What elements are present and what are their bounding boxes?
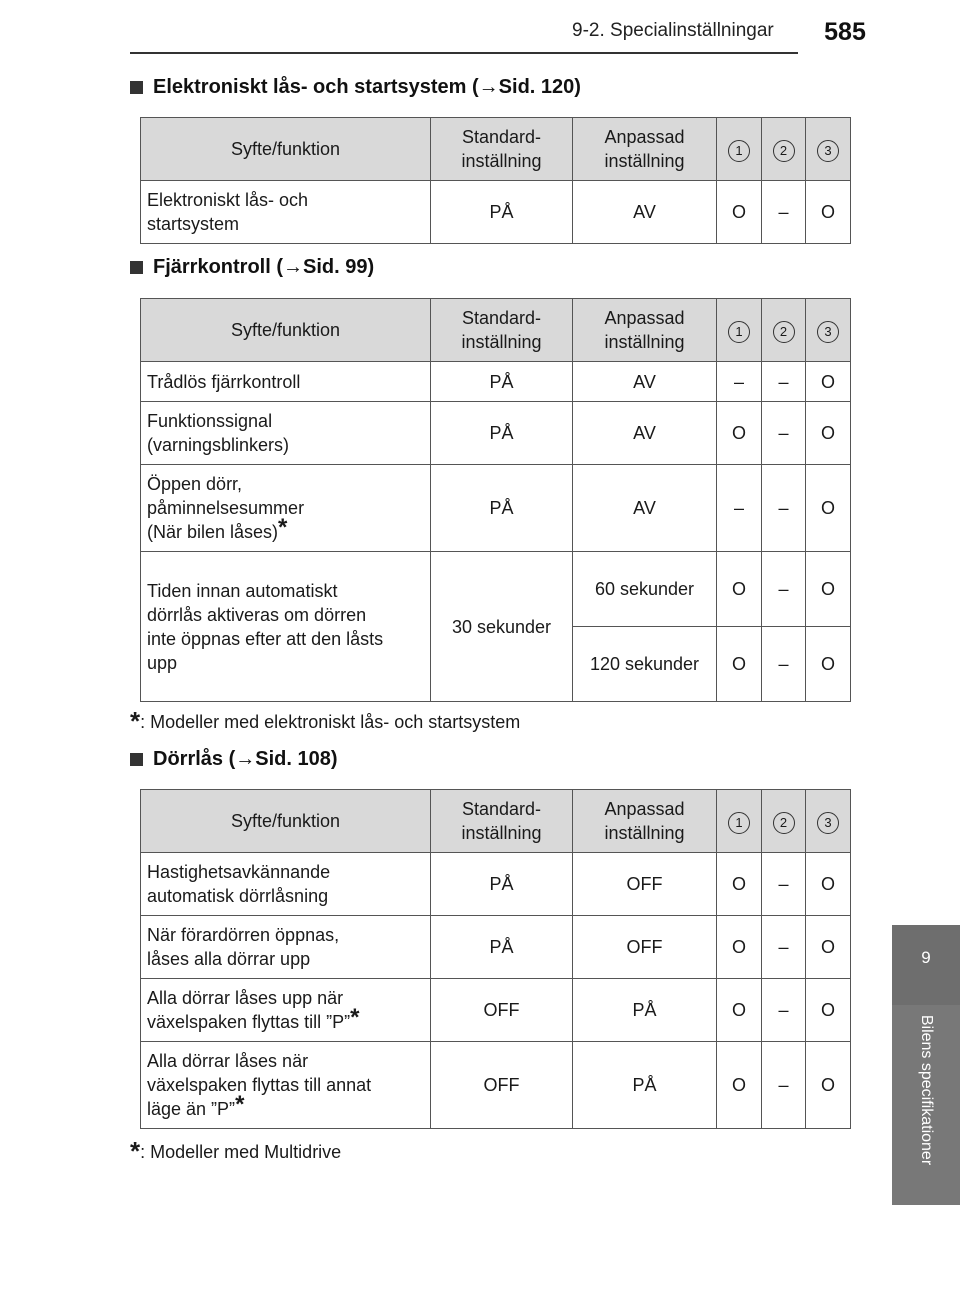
- circled-3-icon: 3: [817, 140, 839, 162]
- custom-cell: PÅ: [573, 979, 717, 1042]
- default-cell: 30 sekunder: [431, 552, 573, 702]
- purpose-header: Syfte/funktion: [141, 118, 431, 181]
- square-bullet-icon: [130, 81, 143, 94]
- footnote: *: Modeller med elektroniskt lås- och startsystem: [130, 706, 521, 736]
- square-bullet-icon: [130, 753, 143, 766]
- col2-cell: –: [762, 1042, 806, 1129]
- footnote-star: *: [278, 514, 288, 541]
- table-row: [141, 1042, 851, 1129]
- col2-cell: –: [762, 853, 806, 916]
- purpose-cell: Alla dörrar låses när växelspaken flyttas till annat läge än ”P”*: [141, 1042, 431, 1129]
- col1-cell: O: [717, 627, 762, 702]
- footnote-star: *: [130, 1136, 141, 1166]
- custom-cell: 120 sekunder: [573, 627, 717, 702]
- custom-header: Anpassad inställning: [573, 790, 717, 853]
- col1-cell: O: [717, 853, 762, 916]
- page-number: 585: [824, 18, 866, 46]
- settings-table-electronic-key: [140, 117, 851, 244]
- custom-cell: 60 sekunder: [573, 552, 717, 627]
- col2-header: [762, 790, 806, 853]
- chapter-side-label: Bilens specifikationer: [918, 1014, 935, 1166]
- footnote: *: Modeller med Multidrive: [130, 1136, 342, 1166]
- col1-cell: O: [717, 979, 762, 1042]
- default-cell: PÅ: [431, 465, 573, 552]
- default-cell: PÅ: [431, 853, 573, 916]
- purpose-cell: Funktionssignal (varningsblinkers): [141, 402, 431, 465]
- section-title: Elektroniskt lås- och startsystem (→Sid. 120): [153, 76, 581, 98]
- col3-cell: O: [806, 853, 851, 916]
- col3-cell: O: [806, 979, 851, 1042]
- table-header-row: [141, 299, 851, 362]
- default-header: Standard- inställning: [431, 790, 573, 853]
- col1-header: [717, 790, 762, 853]
- col2-header: [762, 299, 806, 362]
- default-cell: PÅ: [431, 402, 573, 465]
- table-header-row: [141, 118, 851, 181]
- default-cell: OFF: [431, 1042, 573, 1129]
- custom-cell: OFF: [573, 916, 717, 979]
- col3-cell: O: [806, 552, 851, 627]
- col2-header: [762, 118, 806, 181]
- col1-cell: O: [717, 916, 762, 979]
- custom-cell: AV: [573, 465, 717, 552]
- custom-header: Anpassad inställning: [573, 118, 717, 181]
- section-heading: [130, 76, 581, 99]
- col1-header: [717, 299, 762, 362]
- settings-table-remote: [140, 298, 851, 702]
- chapter-title: 9-2. Specialinställningar: [572, 20, 774, 41]
- col2-cell: –: [762, 916, 806, 979]
- section-title: Fjärrkontroll (→Sid. 99): [153, 256, 375, 278]
- circled-2-icon: 2: [773, 140, 795, 162]
- col1-header: [717, 118, 762, 181]
- section-heading: [130, 748, 338, 771]
- circled-1-icon: 1: [728, 140, 750, 162]
- circled-1-icon: 1: [728, 812, 750, 834]
- settings-table-door-lock: [140, 789, 851, 1129]
- table-row: [141, 362, 851, 402]
- purpose-cell: Trådlös fjärrkontroll: [141, 362, 431, 402]
- square-bullet-icon: [130, 261, 143, 274]
- table-row: [141, 402, 851, 465]
- purpose-cell: Alla dörrar låses upp när växelspaken flyttas till ”P”*: [141, 979, 431, 1042]
- purpose-cell: Hastighetsavkännande automatisk dörrlåsning: [141, 853, 431, 916]
- col2-cell: –: [762, 979, 806, 1042]
- col2-cell: –: [762, 552, 806, 627]
- custom-header: Anpassad inställning: [573, 299, 717, 362]
- col2-cell: –: [762, 181, 806, 244]
- default-header: Standard- inställning: [431, 118, 573, 181]
- col1-cell: O: [717, 402, 762, 465]
- purpose-header: Syfte/funktion: [141, 299, 431, 362]
- table-row: [141, 979, 851, 1042]
- table-row: [141, 181, 851, 244]
- table-row: [141, 465, 851, 552]
- section-heading: [130, 256, 374, 279]
- col3-header: [806, 790, 851, 853]
- circled-3-icon: 3: [817, 321, 839, 343]
- col2-cell: –: [762, 362, 806, 402]
- default-cell: PÅ: [431, 181, 573, 244]
- col1-cell: –: [717, 465, 762, 552]
- col1-cell: –: [717, 362, 762, 402]
- col3-header: [806, 299, 851, 362]
- circled-2-icon: 2: [773, 321, 795, 343]
- table-row: [141, 916, 851, 979]
- col2-cell: –: [762, 627, 806, 702]
- custom-cell: OFF: [573, 853, 717, 916]
- col1-cell: O: [717, 1042, 762, 1129]
- col3-header: [806, 118, 851, 181]
- default-header: Standard- inställning: [431, 299, 573, 362]
- table-row: [141, 853, 851, 916]
- circled-2-icon: 2: [773, 812, 795, 834]
- chapter-number: 9: [921, 948, 931, 967]
- footnote-star: *: [235, 1091, 245, 1118]
- table-row: [141, 552, 851, 627]
- col2-cell: –: [762, 402, 806, 465]
- default-cell: PÅ: [431, 362, 573, 402]
- col3-cell: O: [806, 362, 851, 402]
- col3-cell: O: [806, 1042, 851, 1129]
- default-cell: OFF: [431, 979, 573, 1042]
- col3-cell: O: [806, 465, 851, 552]
- purpose-cell: Elektroniskt lås- och startsystem: [141, 181, 431, 244]
- col1-cell: O: [717, 552, 762, 627]
- col3-cell: O: [806, 916, 851, 979]
- footnote-star: *: [130, 706, 141, 736]
- custom-cell: AV: [573, 362, 717, 402]
- circled-1-icon: 1: [728, 321, 750, 343]
- default-cell: PÅ: [431, 916, 573, 979]
- table-header-row: [141, 790, 851, 853]
- purpose-cell: Tiden innan automatiskt dörrlås aktiveras om dörren inte öppnas efter att den låsts upp: [141, 552, 431, 702]
- purpose-cell: Öppen dörr, påminnelsesummer (När bilen låses)*: [141, 465, 431, 552]
- custom-cell: AV: [573, 181, 717, 244]
- purpose-header: Syfte/funktion: [141, 790, 431, 853]
- col3-cell: O: [806, 627, 851, 702]
- col3-cell: O: [806, 181, 851, 244]
- custom-cell: PÅ: [573, 1042, 717, 1129]
- custom-cell: AV: [573, 402, 717, 465]
- purpose-cell: När förardörren öppnas, låses alla dörrar upp: [141, 916, 431, 979]
- section-title: Dörrlås (→Sid. 108): [153, 748, 338, 770]
- col3-cell: O: [806, 402, 851, 465]
- footnote-star: *: [350, 1004, 360, 1031]
- col1-cell: O: [717, 181, 762, 244]
- col2-cell: –: [762, 465, 806, 552]
- circled-3-icon: 3: [817, 812, 839, 834]
- header-rule: [130, 52, 892, 54]
